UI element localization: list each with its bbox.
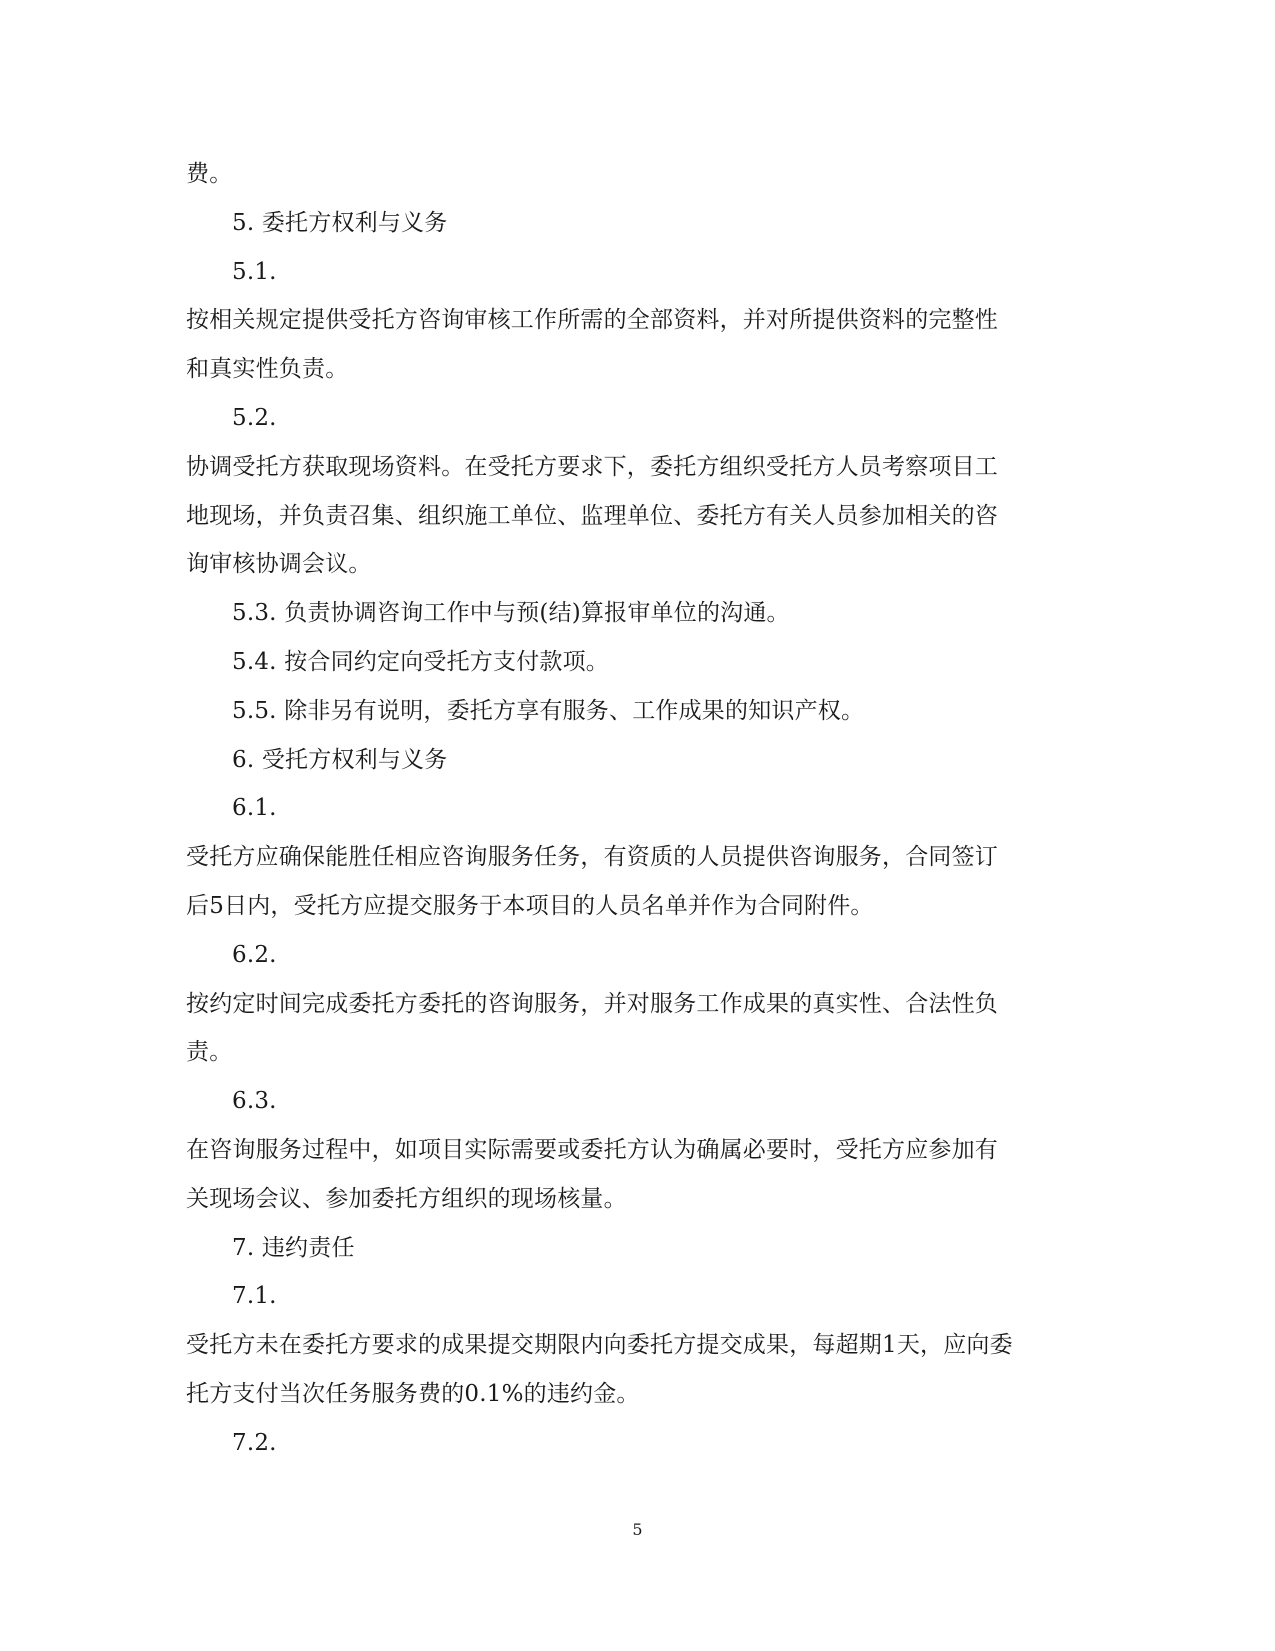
text-line: 按约定时间完成委托方委托的咨询服务，并对服务工作成果的真实性、合法性负: [186, 990, 998, 1017]
text-line: 7.2.: [232, 1429, 277, 1456]
text-line: 6.1.: [232, 795, 277, 822]
text-line: 5.3. 负责协调咨询工作中与预(结)算报审单位的沟通。: [232, 600, 790, 627]
text-line: 6.2.: [232, 941, 277, 968]
text-line: 地现场，并负责召集、组织施工单位、监理单位、委托方有关人员参加相关的咨: [186, 502, 998, 529]
text-line: 关现场会议、参加委托方组织的现场核量。: [186, 1185, 627, 1212]
document-body: [186, 150, 1046, 1468]
text-line: 5. 委托方权利与义务: [232, 209, 448, 236]
text-line: 受托方应确保能胜任相应咨询服务任务，有资质的人员提供咨询服务，合同签订: [186, 844, 998, 871]
text-line: 和真实性负责。: [186, 356, 349, 383]
page-number: 5: [632, 1520, 643, 1539]
text-line: 托方支付当次任务服务费的0.1%的违约金。: [186, 1380, 640, 1407]
text-line: 5.4. 按合同约定向受托方支付款项。: [232, 648, 609, 675]
text-line: 受托方未在委托方要求的成果提交期限内向委托方提交成果，每超期1天，应向委: [186, 1332, 1013, 1359]
text-line: 5.1.: [232, 258, 277, 285]
text-line: 在咨询服务过程中，如项目实际需要或委托方认为确属必要时，受托方应参加有: [186, 1136, 998, 1163]
text-line: 6.3.: [232, 1088, 277, 1115]
text-line: 6. 受托方权利与义务: [232, 746, 448, 773]
text-line: 7.1.: [232, 1283, 277, 1310]
text-line: 费。: [186, 161, 233, 187]
text-line: 后5日内，受托方应提交服务于本项目的人员名单并作为合同附件。: [186, 892, 874, 919]
text-line: 询审核协调会议。: [186, 551, 372, 578]
text-line: 5.2.: [232, 404, 277, 431]
text-line: 按相关规定提供受托方咨询审核工作所需的全部资料，并对所提供资料的完整性: [186, 307, 998, 334]
text-line: 责。: [186, 1039, 233, 1066]
text-line: 7. 违约责任: [232, 1234, 355, 1261]
text-line: 协调受托方获取现场资料。在受托方要求下，委托方组织受托方人员考察项目工: [186, 453, 998, 480]
text-line: 5.5. 除非另有说明，委托方享有服务、工作成果的知识产权。: [232, 697, 865, 724]
